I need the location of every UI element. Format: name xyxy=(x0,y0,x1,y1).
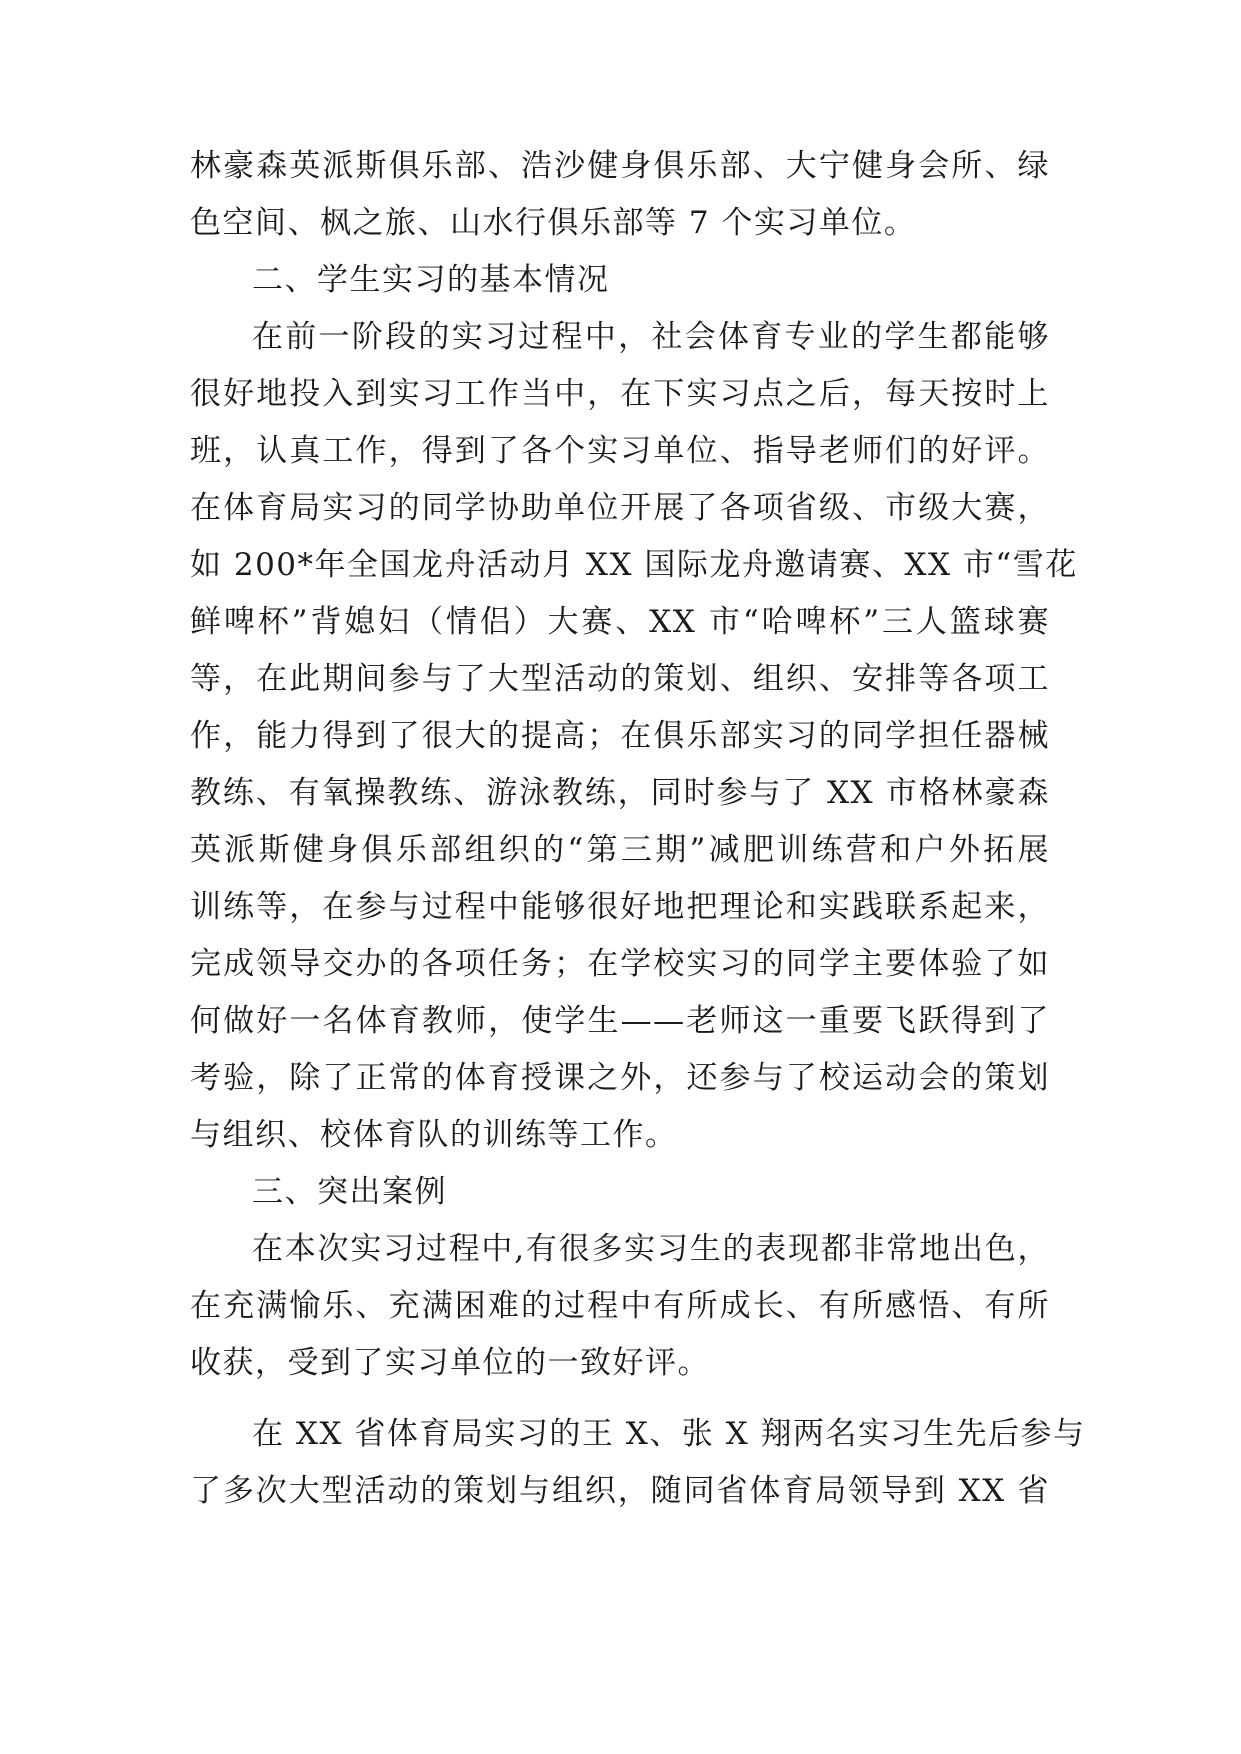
text-line: 在本次实习过程中,有很多实习生的表现都非常地出色， xyxy=(252,1231,1050,1267)
section-heading: 三、突出案例 xyxy=(252,1174,447,1210)
text-line: 如 200*年全国龙舟活动月 XX 国际龙舟邀请赛、XX 市“雪花 xyxy=(190,547,1078,583)
text-line: 何做好一名体育教师，使学生——老师这一重要飞跃得到了 xyxy=(190,1003,1050,1039)
text-line: 在体育局实习的同学协助单位开展了各项省级、市级大赛， xyxy=(190,490,1050,526)
text-line: 林豪森英派斯俱乐部、浩沙健身俱乐部、大宁健身会所、绿 xyxy=(190,148,1050,184)
text-line: 很好地投入到实习工作当中，在下实习点之后，每天按时上 xyxy=(190,376,1050,412)
text-line: 完成领导交办的各项任务；在学校实习的同学主要体验了如 xyxy=(190,946,1050,982)
text-line: 与组织、校体育队的训练等工作。 xyxy=(190,1117,678,1153)
text-line: 收获，受到了实习单位的一致好评。 xyxy=(190,1345,710,1381)
text-line: 作，能力得到了很大的提高；在俱乐部实习的同学担任器械 xyxy=(190,718,1050,754)
text-line: 考验，除了正常的体育授课之外，还参与了校运动会的策划 xyxy=(190,1060,1050,1096)
text-line: 了多次大型活动的策划与组织，随同省体育局领导到 XX 省 xyxy=(190,1473,1050,1509)
text-line: 在充满愉乐、充满困难的过程中有所成长、有所感悟、有所 xyxy=(190,1288,1050,1324)
text-line: 在 XX 省体育局实习的王 X、张 X 翔两名实习生先后参与 xyxy=(252,1416,1086,1452)
text-line: 班，认真工作，得到了各个实习单位、指导老师们的好评。 xyxy=(190,433,1050,469)
text-line: 英派斯健身俱乐部组织的“第三期”减肥训练营和户外拓展 xyxy=(190,832,1050,868)
section-heading: 二、学生实习的基本情况 xyxy=(252,262,610,298)
text-line: 教练、有氧操教练、游泳教练，同时参与了 XX 市格林豪森 xyxy=(190,775,1050,811)
text-line: 色空间、枫之旅、山水行俱乐部等 7 个实习单位。 xyxy=(190,205,917,241)
text-line: 在前一阶段的实习过程中，社会体育专业的学生都能够 xyxy=(252,319,1050,355)
text-line: 训练等，在参与过程中能够很好地把理论和实践联系起来， xyxy=(190,889,1050,925)
text-line: 鲜啤杯”背媳妇（情侣）大赛、XX 市“哈啤杯”三人篮球赛 xyxy=(190,604,1050,640)
text-line: 等，在此期间参与了大型活动的策划、组织、安排等各项工 xyxy=(190,661,1050,697)
